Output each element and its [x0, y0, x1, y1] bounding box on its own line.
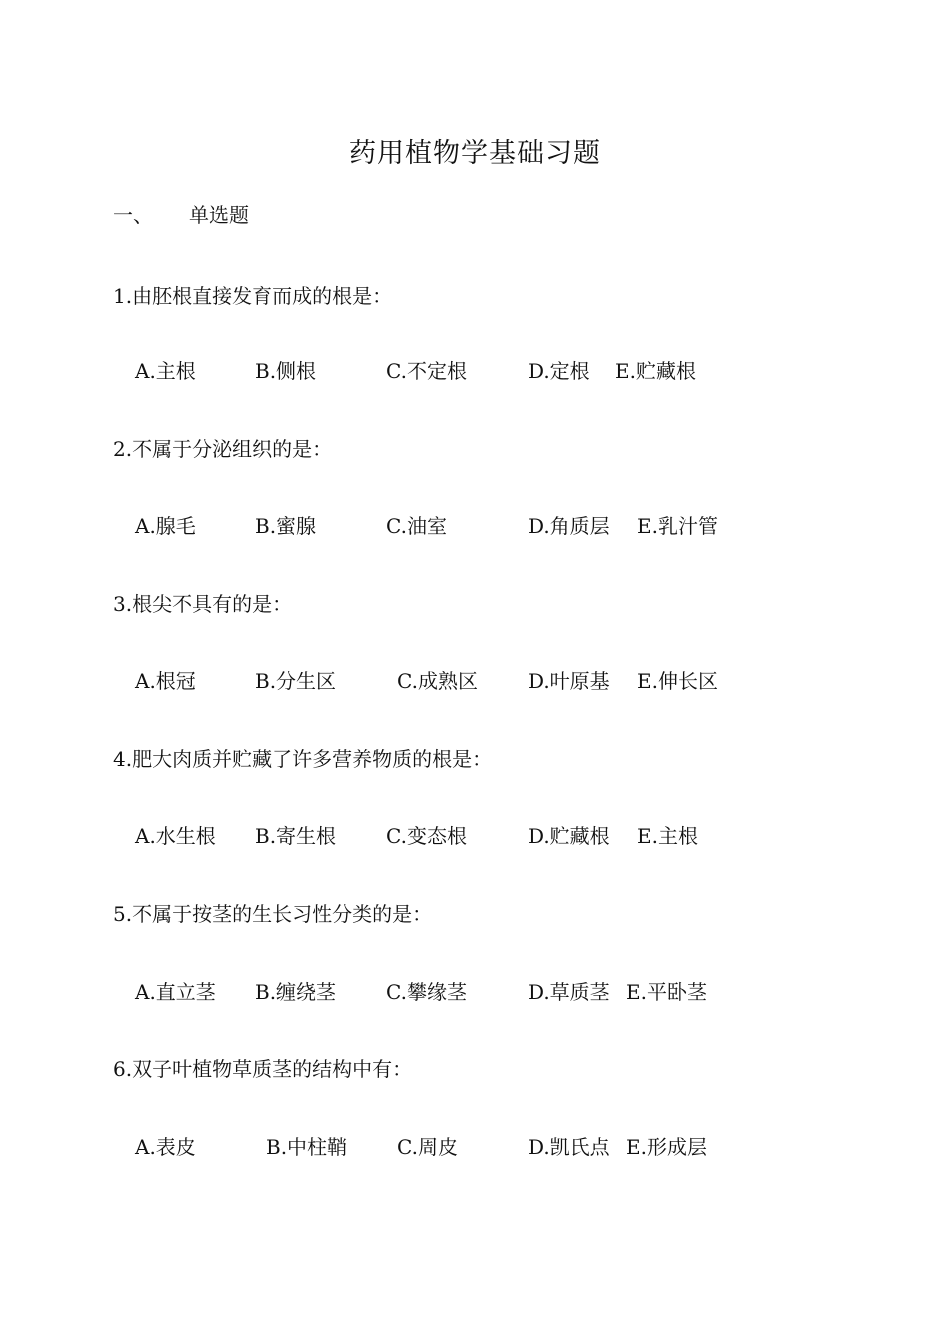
option-c: C.周皮 — [397, 1135, 458, 1159]
option-a: A.水生根 — [135, 824, 216, 848]
document-title: 药用植物学基础习题 — [349, 138, 601, 169]
section-number: 一、 — [113, 203, 153, 227]
option-e: E.形成层 — [626, 1135, 707, 1159]
section-heading — [113, 201, 249, 229]
option-c: C.油室 — [386, 514, 447, 538]
question-options — [0, 667, 950, 695]
option-e: E.乳汁管 — [637, 514, 718, 538]
option-c: C.成熟区 — [397, 669, 478, 693]
question-options — [0, 512, 950, 540]
option-e: E.主根 — [637, 824, 698, 848]
option-b: B.分生区 — [255, 669, 337, 693]
option-d: D.角质层 — [528, 514, 610, 538]
option-b: B.寄生根 — [255, 824, 337, 848]
option-d: D.贮藏根 — [528, 824, 610, 848]
option-d: D.叶原基 — [528, 669, 610, 693]
option-a: A.直立茎 — [135, 980, 216, 1004]
question-options — [0, 978, 950, 1006]
option-c: C.攀缘茎 — [386, 980, 467, 1004]
option-e: E.伸长区 — [637, 669, 718, 693]
option-e: E.贮藏根 — [615, 359, 696, 383]
option-b: B.中柱鞘 — [266, 1135, 348, 1159]
question-stem: 5.不属于按茎的生长习性分类的是： — [113, 902, 433, 926]
option-e: E.平卧茎 — [626, 980, 707, 1004]
option-a: A.腺毛 — [135, 514, 196, 538]
question-options — [0, 1133, 950, 1161]
section-title: 单选题 — [189, 203, 249, 227]
option-b: B.侧根 — [255, 359, 317, 383]
option-a: A.根冠 — [135, 669, 196, 693]
question-options — [0, 357, 950, 385]
question-options — [0, 822, 950, 850]
question-stem: 1.由胚根直接发育而成的根是： — [113, 284, 393, 308]
question-stem: 2.不属于分泌组织的是： — [113, 437, 333, 461]
option-d: D.凯氏点 — [528, 1135, 610, 1159]
question-stem: 4.肥大肉质并贮藏了许多营养物质的根是： — [113, 747, 493, 771]
option-d: D.定根 — [528, 359, 590, 383]
option-a: A.表皮 — [135, 1135, 196, 1159]
option-b: B.缠绕茎 — [255, 980, 337, 1004]
option-b: B.蜜腺 — [255, 514, 317, 538]
question-stem: 6.双子叶植物草质茎的结构中有： — [113, 1057, 413, 1081]
option-d: D.草质茎 — [528, 980, 610, 1004]
option-c: C.不定根 — [386, 359, 467, 383]
option-c: C.变态根 — [386, 824, 467, 848]
option-a: A.主根 — [135, 359, 196, 383]
question-stem: 3.根尖不具有的是： — [113, 592, 293, 616]
